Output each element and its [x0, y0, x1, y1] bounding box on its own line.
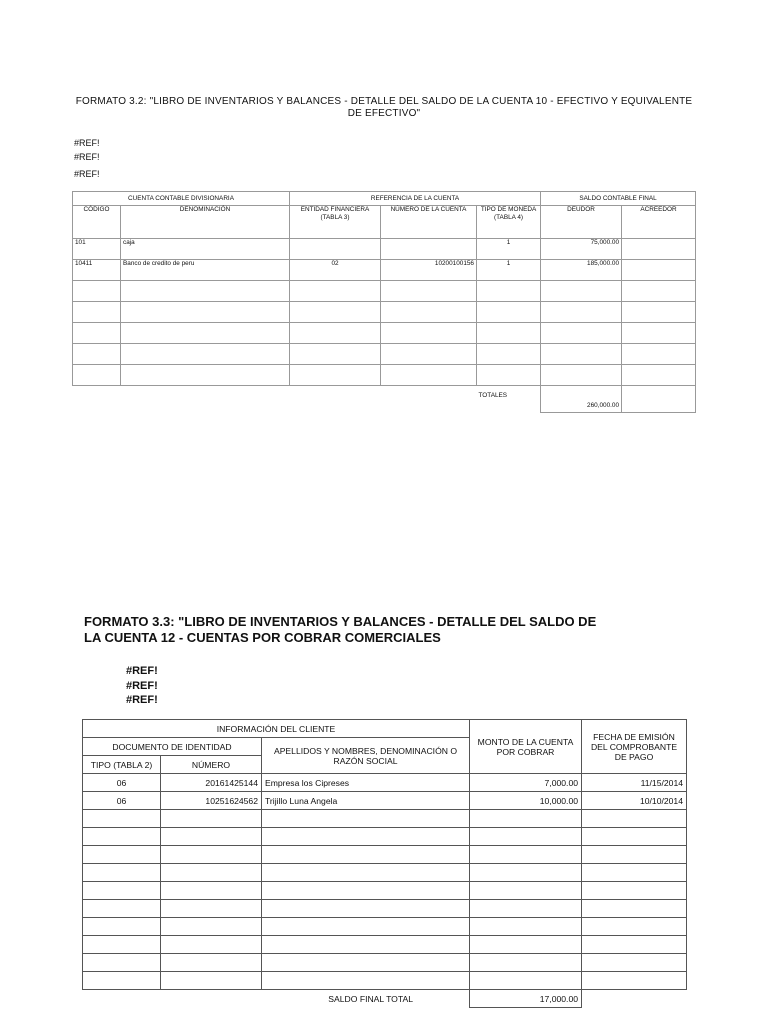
cell-acreedor	[622, 260, 696, 281]
header-saldo-final: SALDO CONTABLE FINAL	[541, 192, 696, 206]
cell-entidad: 02	[290, 260, 381, 281]
header-numero-cuenta: NÚMERO DE LA CUENTA	[381, 206, 477, 239]
header-denominacion: DENOMINACIÓN	[121, 206, 290, 239]
header-cuenta-divisionaria: CUENTA CONTABLE DIVISIONARIA	[73, 192, 290, 206]
empty-row	[83, 900, 687, 918]
cell-tipo-moneda: 1	[477, 239, 541, 260]
header-monto: MONTO DE LA CUENTA POR COBRAR	[470, 720, 582, 774]
format32-title-line2: DE EFECTIVO"	[347, 108, 421, 119]
header-referencia-cuenta: REFERENCIA DE LA CUENTA	[290, 192, 541, 206]
table-row	[83, 792, 687, 810]
cell-fecha: 10/10/2014	[582, 792, 687, 810]
total-value: 17,000.00	[470, 990, 582, 1008]
header-apellidos-nombres: APELLIDOS Y NOMBRES, DENOMINACIÓN O RAZÓN SOCIAL	[262, 738, 470, 774]
header-info-cliente: INFORMACIÓN DEL CLIENTE	[83, 720, 470, 738]
empty-row	[83, 936, 687, 954]
header-fecha-emision: FECHA DE EMISIÓN DEL COMPROBANTE DE PAGO	[582, 720, 687, 774]
empty-row	[73, 365, 696, 386]
cell-denominacion: Banco de credito de peru	[121, 260, 290, 281]
cell-nombre: Trijillo Luna Angela	[262, 792, 470, 810]
format33-table	[82, 719, 687, 1008]
empty-row	[73, 281, 696, 302]
cell-nombre: Empresa los Cipreses	[262, 774, 470, 792]
header-tipo-moneda: TIPO DE MONEDA (TABLA 4)	[477, 206, 541, 239]
empty-row	[83, 864, 687, 882]
cell-codigo: 101	[73, 239, 121, 260]
empty-row	[83, 882, 687, 900]
format32-title-line1: FORMATO 3.2: "LIBRO DE INVENTARIOS Y BALANCES - DETALLE DEL SALDO DE LA CUENTA 10 - EFECTIVO Y EQUIVALENTE	[75, 96, 693, 107]
cell-tipo: 06	[83, 774, 161, 792]
empty-row	[73, 344, 696, 365]
format33-title	[84, 614, 604, 646]
header-entidad-financiera: ENTIDAD FINANCIERA (TABLA 3)	[290, 206, 381, 239]
header-deudor: DEUDOR	[541, 206, 622, 239]
format32-table	[72, 191, 696, 413]
header-tipo: TIPO (TABLA 2)	[83, 756, 161, 774]
format32-ref-1: #REF!	[74, 138, 100, 148]
totals-acreedor	[622, 386, 696, 413]
format32-ref-3: #REF!	[74, 169, 100, 179]
cell-monto: 7,000.00	[470, 774, 582, 792]
empty-row	[73, 302, 696, 323]
header-documento-identidad: DOCUMENTO DE IDENTIDAD	[83, 738, 262, 756]
cell-numero: 10251624562	[161, 792, 262, 810]
empty-row	[83, 972, 687, 990]
format33-ref-3: #REF!	[126, 694, 158, 706]
format33-title-line2: LA CUENTA 12 - CUENTAS POR COBRAR COMERCIALES	[84, 630, 441, 645]
cell-tipo: 06	[83, 792, 161, 810]
empty-row	[83, 810, 687, 828]
empty-row	[83, 846, 687, 864]
format32-ref-2: #REF!	[74, 152, 100, 162]
header-numero: NÚMERO	[161, 756, 262, 774]
header-acreedor: ACREEDOR	[622, 206, 696, 239]
cell-denominacion: caja	[121, 239, 290, 260]
table-row	[73, 260, 696, 281]
format33-ref-2: #REF!	[126, 680, 158, 692]
cell-numero: 20161425144	[161, 774, 262, 792]
cell-deudor: 185,000.00	[541, 260, 622, 281]
cell-monto: 10,000.00	[470, 792, 582, 810]
header-codigo: CÓDIGO	[73, 206, 121, 239]
format32-title	[66, 96, 702, 120]
cell-fecha: 11/15/2014	[582, 774, 687, 792]
totals-row	[73, 386, 696, 413]
cell-acreedor	[622, 239, 696, 260]
cell-numero	[381, 239, 477, 260]
cell-codigo: 10411	[73, 260, 121, 281]
empty-row	[83, 954, 687, 972]
cell-deudor: 75,000.00	[541, 239, 622, 260]
total-row	[83, 990, 687, 1008]
cell-entidad	[290, 239, 381, 260]
empty-row	[73, 323, 696, 344]
format33-title-line1: FORMATO 3.3: "LIBRO DE INVENTARIOS Y BALANCES - DETALLE DEL SALDO DE	[84, 614, 597, 629]
totals-label: TOTALES	[478, 392, 508, 399]
empty-row	[83, 918, 687, 936]
cell-tipo-moneda: 1	[477, 260, 541, 281]
table-row	[83, 774, 687, 792]
empty-row	[83, 828, 687, 846]
totals-deudor: 260,000.00	[541, 386, 622, 413]
format33-ref-1: #REF!	[126, 665, 158, 677]
cell-numero: 10200100156	[381, 260, 477, 281]
table-row	[73, 239, 696, 260]
total-label: SALDO FINAL TOTAL	[328, 993, 413, 1004]
